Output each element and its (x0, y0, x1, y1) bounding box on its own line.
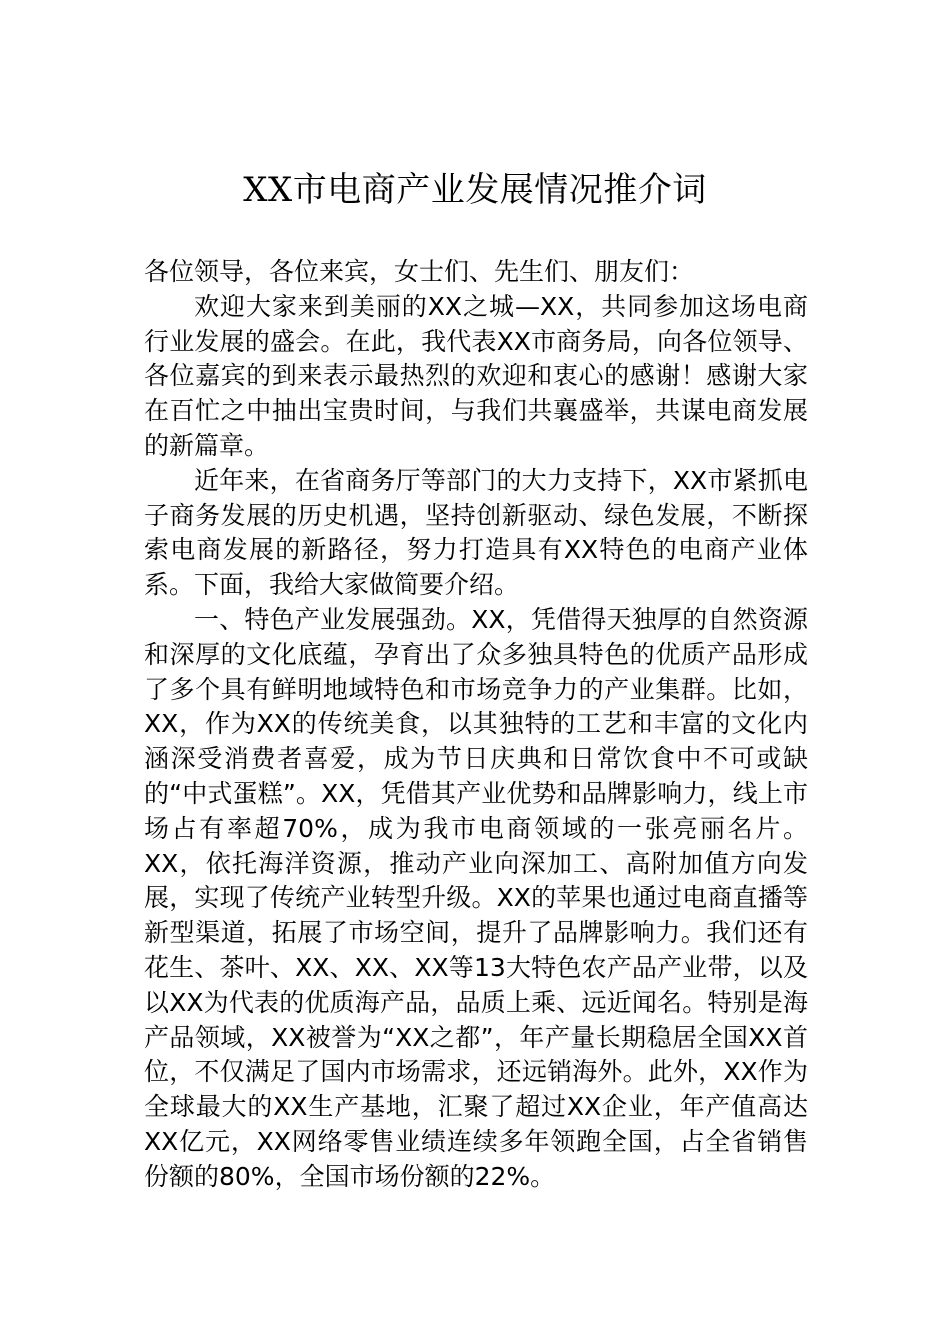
paragraph-overview: 近年来，在省商务厅等部门的大力支持下，XX市紧抓电子商务发展的历史机遇，坚持创新驱动、绿色发展，不断探索电商发展的新路径，努力打造具有XX特色的电商产业体系。下面，我给大家做简要介绍。 (144, 465, 808, 600)
paragraph-welcome: 欢迎大家来到美丽的XX之城—XX，共同参加这场电商行业发展的盛会。在此，我代表XX市商务局，向各位领导、各位嘉宾的到来表示最热烈的欢迎和衷心的感谢！感谢大家在百忙之中抽出宝贵时间，与我们共襄盛举，共谋电商发展的新篇章。 (144, 291, 808, 460)
document-title: XX市电商产业发展情况推介词 (243, 170, 707, 210)
salutation: 各位领导，各位来宾，女士们、先生们、朋友们： (144, 257, 695, 286)
paragraph-industries: 一、特色产业发展强劲。XX，凭借得天独厚的自然资源和深厚的文化底蕴，孕育出了众多独具特色的优质产品形成了多个具有鲜明地域特色和市场竞争力的产业集群。比如，XX，作为XX的传统美食，以其独特的工艺和丰富的文化内涵深受消费者喜爱，成为节日庆典和日常饮食中不可或缺的“中式蛋糕”。XX，凭借其产业优势和品牌影响力，线上市场占有率超70%，成为我市电商领域的一张亮丽名片。XX，依托海洋资源，推动产业向深加工、高附加值方向发展，实现了传统产业转型升级。XX的苹果也通过电商直播等新型渠道，拓展了市场空间，提升了品牌影响力。我们还有花生、茶叶、XX、XX、XX等13大特色农产品产业带，以及以XX为代表的优质海产品，品质上乘、远近闻名。特别是海产品领域，XX被誉为“XX之都”，年产量长期稳居全国XX首位，不仅满足了国内市场需求，还远销海外。此外，XX作为全球最大的XX生产基地，汇聚了超过XX企业，年产值高达XX亿元，XX网络零售业绩连续多年领跑全国，占全省销售份额的80%，全国市场份额的22%。 (144, 604, 808, 1191)
document-body (144, 255, 808, 1195)
